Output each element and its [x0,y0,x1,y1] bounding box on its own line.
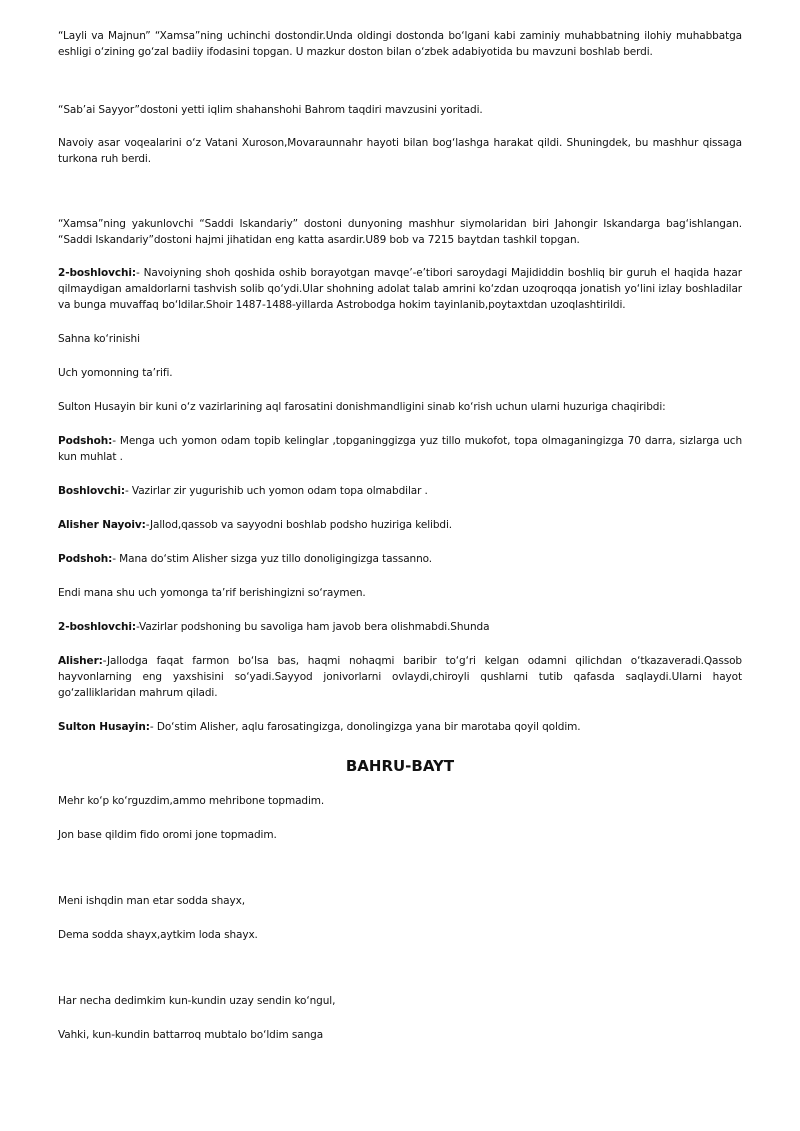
poem-line: Mehr ko‘p ko‘rguzdim,ammo mehribone topmadim. [58,795,325,807]
paragraph-uch-yomon: Uch yomonning ta’rifi. [58,367,173,379]
poem-line: Dema sodda shayx,aytkim loda shayx. [58,929,258,941]
paragraph-alisher-jallod: Alisher:-Jallodga faqat farmon bo‘lsa bas, haqmi nohaqmi baribir to‘g‘ri kelgan odamni qilichdan o‘tkazaveradi.Qassob hayvonlarning eng yaxshisini so‘yadi.Sayyod jonivorlarni ovlaydi,chiroyli qushlarni tutib qafasda saqlaydi.Ularni hayot go‘zalliklaridan mahrum qiladi. [58,655,742,699]
paragraph-sulton-husayin-intro: Sulton Husayin bir kuni o‘z vazirlarining aql farosatini donishmandligini sinab ko‘rish uchun ularni huzuriga chaqiribdi: [58,401,666,413]
paragraph-sahna: Sahna ko‘rinishi [58,333,140,345]
paragraph-2-boshlovchi-navoiy: 2-boshlovchi:- Navoiyning shoh qoshida oshib borayotgan mavqe’-e’tibori saroydagi Majididdin boshliq bir guruh el haqida hazar qilmaydigan amaldorlarni tashvish solib qo‘ydi.Ular shohning adolat talab amrini ko‘zdan uzoqroqqa jonatish yo‘lini izlay boshladilar va bunga muvaffaq bo‘ldilar.Shoir 1487-1488-yillarda Astrobodga hokim tayinlanib,poytaxtdan uzoqlashtirildi. [58,267,742,311]
speaker-label: Boshlovchi: [58,485,125,497]
paragraph-endi-mana: Endi mana shu uch yomonga ta’rif berishingizni so‘raymen. [58,587,366,599]
paragraph-layli-majnun: “Layli va Majnun” “Xamsa”ning uchinchi dostondir.Unda oldingi dostonda bo‘lgani kabi zaminiy muhabbatning ilohiy muhabbatga eshligi o‘zining go‘zal badiiy ifodasini topgan. U mazkur doston bilan o‘zbek adabiyotida bu mavzuni boshlab berdi. [58,30,742,58]
speaker-label: 2-boshlovchi: [58,621,136,633]
section-title: BAHRU-BAYT [345,757,455,775]
speaker-label: Alisher: [58,655,103,667]
speaker-label: Sulton Husayin: [58,721,150,733]
paragraph-saddi-iskandariy: “Xamsa”ning yakunlovchi “Saddi Iskandariy” dostoni dunyoning mashhur siymolaridan biri Jahongir Iskandarga bag‘ishlangan. “Saddi Iskandariy”dostoni hajmi jihatidan eng katta asardir.U89 bob va 7215 baytdan tashkil topgan. [58,218,742,246]
paragraph-sulton-husayin-final: Sulton Husayin:- Do‘stim Alisher, aqlu farosatingizga, donolingizga yana bir marotaba qoyil qoldim. [58,721,581,733]
paragraph-podshoh-2: Podshoh:- Mana do‘stim Alisher sizga yuz tillo donoligingizga tassanno. [58,553,433,565]
poem-line: Meni ishqdin man etar sodda shayx, [58,895,245,907]
poem-line: Jon base qildim fido oromi jone topmadim. [58,829,277,841]
paragraph-sabai-sayyor: “Sab’ai Sayyor”dostoni yetti iqlim shahanshohi Bahrom taqdiri mavzusini yoritadi. [58,104,483,116]
paragraph-2-boshlovchi-vazirlar: 2-boshlovchi:-Vazirlar podshoning bu savoliga ham javob bera olishmabdi.Shunda [58,621,490,633]
speaker-label: Alisher Nayoiv: [58,519,146,531]
speaker-label: Podshoh: [58,553,113,565]
paragraph-alisher-navoiy: Alisher Nayoiv:-Jallod,qassob va sayyodni boshlab podsho huziriga kelibdi. [58,519,453,531]
speaker-label: Podshoh: [58,435,113,447]
poem-line: Vahki, kun-kundin battarroq mubtalo bo‘ldim sanga [58,1029,324,1041]
paragraph-boshlovchi: Boshlovchi:- Vazirlar zir yugurishib uch yomon odam topa olmabdilar . [58,485,428,497]
speaker-label: 2-boshlovchi: [58,267,136,279]
document-page [58,28,742,1043]
paragraph-navoiy-voqealar: Navoiy asar voqealarini o‘z Vatani Xuroson,Movaraunnahr hayoti bilan bog‘lashga harakat qildi. Shuningdek, bu mashhur qissaga turkona ruh berdi. [58,137,742,165]
paragraph-podshoh-1: Podshoh:- Menga uch yomon odam topib kelinglar ,topganinggizga yuz tillo mukofot, topa olmaganingizga 70 darra, sizlarga uch kun muhlat . [58,435,742,463]
poem-line: Har necha dedimkim kun-kundin uzay sendin ko‘ngul, [58,995,336,1007]
